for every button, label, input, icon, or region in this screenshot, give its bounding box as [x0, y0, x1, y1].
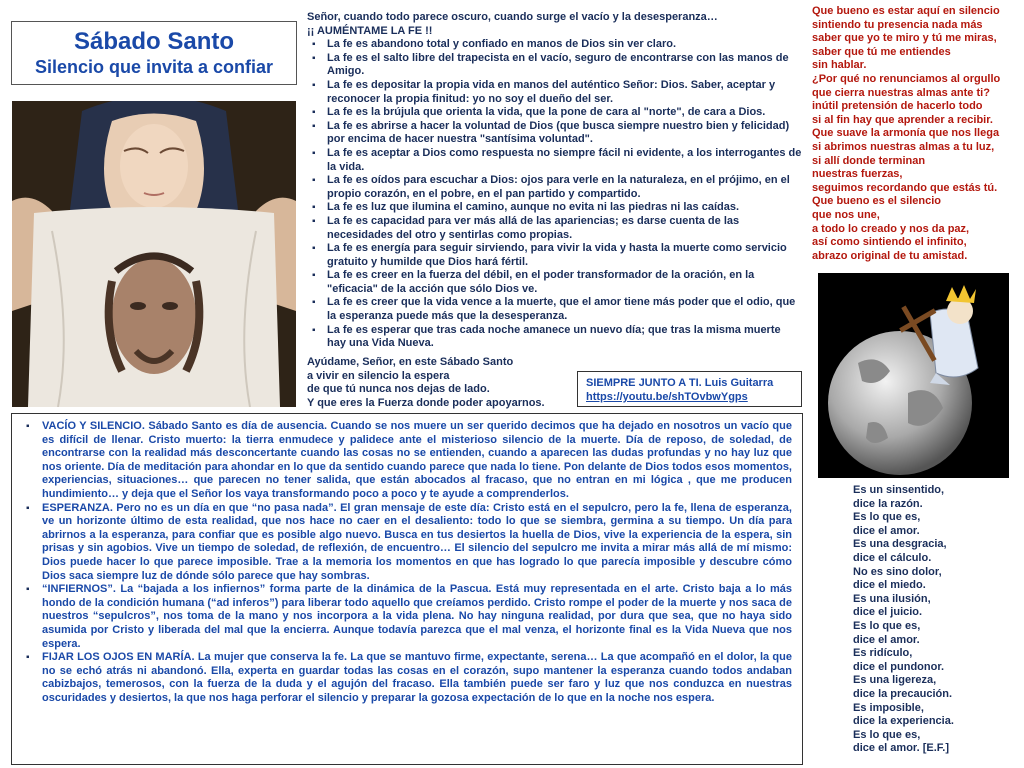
song-title: SIEMPRE JUNTO A TI. Luis Guitarra: [586, 377, 774, 389]
poem-line: inútil pretensión de hacerlo todo: [812, 100, 983, 113]
list-item: ▪ La fe es luz que ilumina el camino, aunque no evita ni las piedras ni las caídas.: [327, 201, 802, 215]
poem-line: Es ridículo,: [853, 647, 913, 660]
page-title: Sábado Santo: [73, 28, 235, 55]
veronica-veil-illustration: [12, 101, 296, 407]
globe-cross-illustration: [818, 273, 1009, 478]
poem-line: Es lo que es,: [853, 511, 921, 524]
reflections-list: [22, 420, 792, 705]
poem-line: sintiendo tu presencia nada más: [812, 18, 983, 31]
prayer-line: Ayúdame, Señor, en este Sábado Santo: [307, 356, 514, 368]
list-item: ▪ La fe es esperar que tras cada noche amanece un nuevo día; que tras la misma muerte hay una Vida Nueva.: [327, 324, 802, 351]
list-item: ▪ La fe es creer en la fuerza del débil, en el poder transformador de la oración, en la "eficacia" de la acción que sólo Dios ve.: [327, 269, 802, 296]
poem-line: dice el pundonor.: [853, 660, 945, 673]
faith-intro: Señor, cuando todo parece oscuro, cuando surge el vacío y la desesperanza…: [307, 11, 718, 23]
poem-line: No es sino dolor,: [853, 565, 942, 578]
prayer-section: [307, 356, 567, 410]
faith-section: [307, 11, 802, 351]
list-item: ▪ La fe es el salto libre del trapecista en el vacío, seguro de encontrarse con las manos de Amigo.: [327, 52, 802, 79]
globe-cross-cartoon: [818, 273, 1009, 478]
poem-line: si al fin hay que aprender a recibir.: [812, 113, 993, 126]
poem-line: Es una ilusión,: [853, 592, 931, 605]
list-item: ▪ La fe es energía para seguir sirviendo, para vivir la vida y hasta la muerte como servicio gratuito y humilde que Dios hará fértil.: [327, 242, 802, 269]
silence-poem: [812, 5, 1022, 263]
list-item: ▪ La fe es aceptar a Dios como respuesta no siempre fácil ni evidente, a los interrogantes de la vida.: [327, 147, 802, 174]
poem-line: si allí donde terminan: [812, 154, 926, 167]
poem-line: dice la precaución.: [853, 687, 953, 700]
poem-line: dice el miedo.: [853, 579, 926, 592]
poem-line: dice la razón.: [853, 497, 923, 510]
poem-line: seguimos recordando que estás tú.: [812, 181, 998, 194]
title-box: [11, 21, 297, 85]
list-item: ▪ VACÍO Y SILENCIO. Sábado Santo es día de ausencia. Cuando se nos muere un ser querido decimos que ha dejado en nosotros un vacío que es difícil de llenar. Cristo muerto: la tierra enmudece y palidece ante el misterioso silencio de la muerte. Día de reposo, de soledad, de encontrarse con la realidad más desconcertante cuando las cosas no se entienden, cuando a aparecen las dudas profundas y no hay luz que nos oriente. Día de meditación para ahondar en lo que da sentido cuando parece que nada lo tiene. Pon delante de Dios todos esos momentos, experiencias, situaciones… que parecen no tener salida, que están abocados al fracaso, que no entran en mi lógica , que me producen hundimiento… y deja que el Señor los vaya transformando poco a poco y te ayude a comprenderlos.: [42, 420, 792, 502]
poem-line: dice el amor.: [853, 524, 920, 537]
song-box: [577, 371, 802, 407]
list-item: ▪ ESPERANZA. Pero no es un día en que “no pasa nada”. El gran mensaje de este día: Cristo está en el sepulcro, pero la fe, llena de esperanza, ve un horizonte último de esta realidad, que nos hace no caer en el desaliento: todo lo que se siembra, germina a su tiempo. Un día para abrirnos a la esperanza, para confiar que es posible algo nuevo. Busca en tus desiertos la huella de Dios, vive la experiencia de la espera, sin prisas y sin agobios. Vive un tiempo de soledad, de reflexión, de encuentro… El silencio del sepulcro me invita a mirar más allá de mí mismo: Dios puede hacer lo que parece imposible. Trae a la memoria los momentos en que has logrado lo que parecía imposible y descubre cómo Dios saca siempre luz de dónde sólo parece que hay sombras.: [42, 502, 792, 584]
poem-line: Es un sinsentido,: [853, 484, 945, 496]
prayer-line: Y que eres la Fuerza donde poder apoyarnos.: [307, 396, 545, 409]
poem-line: dice el juicio.: [853, 606, 923, 619]
poem-line: nuestras fuerzas,: [812, 168, 903, 181]
list-item: ▪ La fe es creer que la vida vence a la muerte, que el amor tiene más poder que el odio, que la esperanza puede más que la desesperanza.: [327, 296, 802, 323]
poem-line: que cierra nuestras almas ante ti?: [812, 86, 990, 99]
faith-heading: ¡¡ AUMÉNTAME LA FE !!: [307, 24, 433, 37]
poem-line: que nos une,: [812, 208, 880, 221]
love-poem: [853, 484, 1018, 756]
poem-line: Que bueno es el silencio: [812, 195, 941, 208]
poem-line: dice el cálculo.: [853, 551, 932, 564]
poem-line: abrazo original de tu amistad.: [812, 249, 968, 262]
poem-line: Es imposible,: [853, 701, 924, 714]
prayer-line: de que tú nunca nos dejas de lado.: [307, 383, 490, 396]
list-item: ▪ La fe es abandono total y confiado en manos de Dios sin ver claro.: [327, 38, 802, 52]
page-subtitle: Silencio que invita a confiar: [34, 57, 274, 77]
poem-line: Que bueno es estar aquí en silencio: [812, 5, 1000, 17]
song-link[interactable]: https://youtu.be/shTOvbwYgps: [586, 391, 748, 403]
poem-line: saber que tú me entiendes: [812, 45, 951, 58]
list-item: ▪ La fe es capacidad para ver más allá de las apariencias; es darse cuenta de las necesidades del otro y sentirlas como propias.: [327, 215, 802, 242]
poem-line: dice el amor. [E.F.]: [853, 742, 949, 755]
poem-line: dice el amor.: [853, 633, 920, 646]
poem-line: Que suave la armonía que nos llega: [812, 127, 1000, 140]
list-item: ▪ La fe es oídos para escuchar a Dios: ojos para verle en la naturaleza, en el prójimo, en el propio corazón, en el pobre, en el pan partido y compartido.: [327, 174, 802, 201]
faith-list: [307, 38, 802, 351]
poem-line: así como sintiendo el infinito,: [812, 236, 967, 249]
poem-line: dice la experiencia.: [853, 715, 954, 728]
list-item: ▪ La fe es la brújula que orienta la vida, que la pone de cara al "norte", de cara a Dios.: [327, 106, 802, 120]
list-item: ▪ FIJAR LOS OJOS EN MARÍA. La mujer que conserva la fe. La que se mantuvo firme, expectante, serena… La que acompañó en el dolor, la que no se echó atrás ni abandonó. Ella, experta en guardar todas las cosas en el corazón, supo mantener la esperanza cuando todos andaban cabizbajos, temerosos, con la fuerza de la duda y el agujón del fracaso. Ella también puede ser faro y luz que nos conduzca en nuestras oscuridades y desiertos, la que nos haga perforar el silencio y preparar la gozosa expectación de lo que en la noche nos espera.: [42, 651, 792, 705]
reflections-box: [11, 413, 803, 765]
poem-line: Es lo que es,: [853, 619, 921, 632]
poem-line: ¿Por qué no renunciamos al orgullo: [812, 72, 1001, 85]
poem-line: Es una ligereza,: [853, 674, 937, 687]
veronica-veil-image: [12, 101, 296, 407]
prayer-line: a vivir en silencio la espera: [307, 369, 450, 382]
list-item: ▪ La fe es depositar la propia vida en manos del auténtico Señor: Dios. Saber, aceptar y reconocer la propia finitud: yo no soy el dueño del ser.: [327, 79, 802, 106]
poem-line: sin hablar.: [812, 59, 867, 72]
poem-line: si abrimos nuestras almas a tu luz,: [812, 140, 995, 153]
poem-line: saber que yo te miro y tú me miras,: [812, 32, 997, 45]
poem-line: Es una desgracia,: [853, 538, 947, 551]
poem-line: Es lo que es,: [853, 728, 921, 741]
list-item: ▪ “INFIERNOS”. La “bajada a los infiernos” forma parte de la dinámica de la Pascua. Está muy representada en el arte. Cristo baja a lo más hondo de la condición humana (“ad inferos”) para liberar todo aquello que creíamos perdido. Cristo rompe el poder de la muerte y nos saca de nuestros “sepulcros”, nos toma de la mano y nos incorpora a la vida plena. No hay ninguna realidad, por dura que sea, que no haya sido asumida por Cristo y liberada del mal que la encierra. Aunque todavía parezca que el mal venza, el horizonte final es la Vida Nueva que nos espera.: [42, 583, 792, 651]
list-item: ▪ La fe es abrirse a hacer la voluntad de Dios (que busca siempre nuestro bien y felicidad) por encima de hacer nuestra "santísima voluntad".: [327, 120, 802, 147]
poem-line: a todo lo creado y nos da paz,: [812, 222, 970, 235]
